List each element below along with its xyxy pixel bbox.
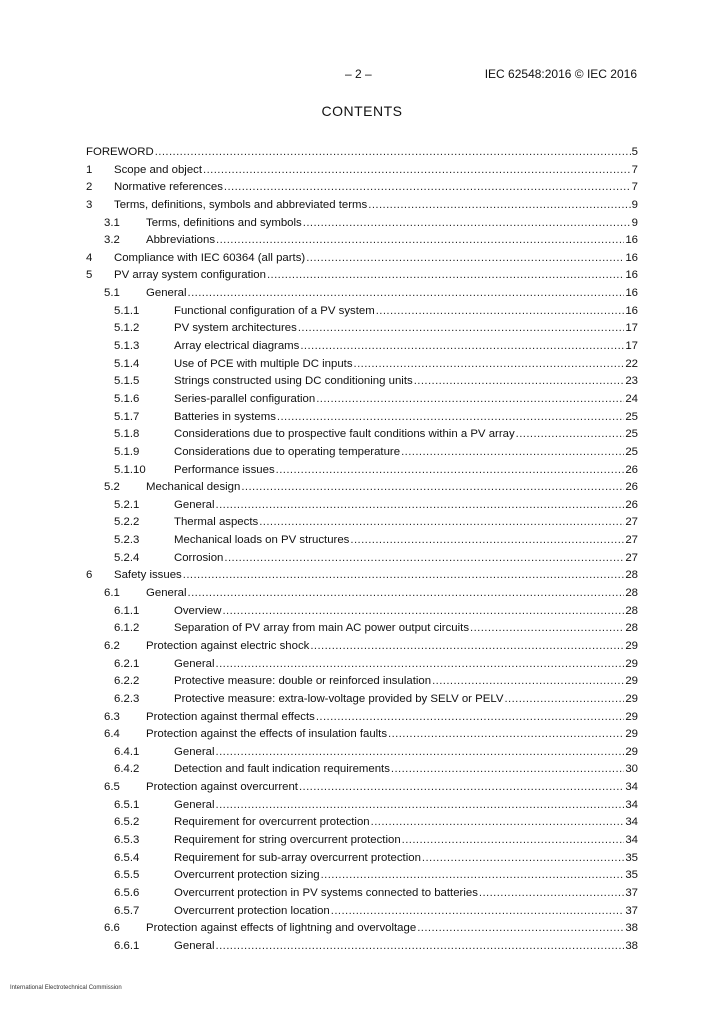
- toc-entry[interactable]: [86, 479, 638, 497]
- toc-entry-title: PV array system configuration: [114, 267, 267, 285]
- toc-entry-title: Safety issues: [114, 567, 183, 585]
- dot-leader: [300, 338, 624, 356]
- toc-entry-page: 29: [625, 728, 638, 741]
- dot-leader: [391, 761, 624, 779]
- toc-entry-page: 25: [625, 410, 638, 423]
- toc-entry-number: 6.4: [104, 728, 120, 741]
- toc-entry[interactable]: [86, 744, 638, 762]
- toc-entry-title: Normative references: [114, 179, 224, 197]
- dot-leader: [371, 814, 625, 832]
- toc-entry-page: 29: [625, 692, 638, 705]
- dot-leader: [267, 267, 624, 285]
- toc-entry-page: 17: [625, 340, 638, 353]
- toc-entry-page: 28: [625, 569, 638, 582]
- toc-entry-number: 5.2: [104, 481, 120, 494]
- toc-entry[interactable]: [86, 673, 638, 691]
- toc-entry-title: Compliance with IEC 60364 (all parts): [114, 250, 306, 268]
- toc-entry-page: 27: [625, 551, 638, 564]
- standard-reference: IEC 62548:2016 © IEC 2016: [484, 67, 637, 81]
- toc-entry-title: PV system architectures: [174, 320, 298, 338]
- toc-entry-title: Terms, definitions and symbols: [146, 215, 303, 233]
- dot-leader: [414, 373, 625, 391]
- toc-entry[interactable]: [86, 656, 638, 674]
- dot-leader: [216, 656, 625, 674]
- toc-entry-number: 5.1.10: [114, 463, 146, 476]
- toc-entry-number: 6.5.2: [114, 816, 140, 829]
- contents-heading: CONTENTS: [321, 103, 403, 119]
- toc-entry-page: 25: [625, 428, 638, 441]
- toc-entry-title: FOREWORD: [86, 144, 155, 162]
- toc-entry[interactable]: [86, 603, 638, 621]
- toc-entry-title: Protection against the effects of insulation faults: [146, 726, 388, 744]
- toc-entry-title: Considerations due to operating temperature: [174, 444, 401, 462]
- toc-entry-page: 38: [625, 939, 638, 952]
- toc-entry-page: 34: [625, 798, 638, 811]
- toc-entry-number: 5.1: [104, 287, 120, 300]
- toc-entry[interactable]: [86, 585, 638, 603]
- toc-entry-page: 9: [631, 216, 638, 229]
- toc-entry-number: 6: [86, 569, 93, 582]
- toc-entry-page: 26: [625, 481, 638, 494]
- toc-entry-number: 5: [86, 269, 93, 282]
- toc-entry-page: 16: [625, 251, 638, 264]
- dot-leader: [316, 391, 624, 409]
- toc-entry-title: Mechanical design: [146, 479, 241, 497]
- toc-entry[interactable]: [86, 814, 638, 832]
- dot-leader: [222, 603, 624, 621]
- dot-leader: [402, 832, 625, 850]
- toc-entry-number: 5.1.3: [114, 340, 140, 353]
- toc-entry-number: 1: [86, 163, 93, 176]
- toc-entry-title: Batteries in systems: [174, 409, 277, 427]
- toc-entry[interactable]: [86, 197, 638, 215]
- toc-entry-number: 6.3: [104, 710, 120, 723]
- dot-leader: [155, 144, 631, 162]
- toc-entry[interactable]: [86, 391, 638, 409]
- toc-entry[interactable]: [86, 303, 638, 321]
- toc-entry[interactable]: [86, 832, 638, 850]
- dot-leader: [306, 250, 624, 268]
- toc-entry-title: General: [174, 797, 216, 815]
- toc-entry[interactable]: [86, 426, 638, 444]
- dot-leader: [401, 444, 624, 462]
- dot-leader: [350, 532, 624, 550]
- toc-entry[interactable]: [86, 779, 638, 797]
- toc-entry-title: Protective measure: double or reinforced insulation: [174, 673, 432, 691]
- dot-leader: [183, 567, 625, 585]
- toc-entry-title: Thermal aspects: [174, 514, 259, 532]
- toc-entry-page: 7: [631, 181, 638, 194]
- dot-leader: [422, 850, 624, 868]
- toc-entry[interactable]: [86, 709, 638, 727]
- toc-entry-page: 26: [625, 463, 638, 476]
- dot-leader: [299, 779, 624, 797]
- toc-entry-page: 38: [625, 922, 638, 935]
- toc-entry[interactable]: [86, 797, 638, 815]
- toc-entry-number: 3.2: [104, 234, 120, 247]
- toc-entry-title: Protection against thermal effects: [146, 709, 316, 727]
- toc-entry-title: General: [174, 744, 216, 762]
- toc-entry[interactable]: [86, 850, 638, 868]
- toc-entry-title: Functional configuration of a PV system: [174, 303, 376, 321]
- dot-leader: [354, 356, 625, 374]
- toc-entry-title: Corrosion: [174, 550, 224, 568]
- toc-entry-page: 34: [625, 833, 638, 846]
- dot-leader: [316, 709, 624, 727]
- toc-entry-page: 22: [625, 357, 638, 370]
- toc-entry[interactable]: [86, 514, 638, 532]
- toc-entry[interactable]: [86, 550, 638, 568]
- toc-entry-number: 5.1.6: [114, 392, 140, 405]
- dot-leader: [321, 867, 625, 885]
- toc-entry-page: 30: [625, 763, 638, 776]
- toc-entry[interactable]: [86, 373, 638, 391]
- toc-entry[interactable]: [86, 179, 638, 197]
- dot-leader: [216, 232, 624, 250]
- toc-entry-number: 6.2: [104, 639, 120, 652]
- toc-entry-page: 5: [631, 146, 638, 158]
- footer-publisher: International Electrotechnical Commission: [10, 985, 122, 991]
- toc-entry[interactable]: [86, 409, 638, 427]
- toc-entry-page: 16: [625, 287, 638, 300]
- toc-entry-number: 6.5: [104, 781, 120, 794]
- toc-entry-title: Considerations due to prospective fault conditions within a PV array: [174, 426, 516, 444]
- toc-entry[interactable]: [86, 567, 638, 585]
- toc-entry-page: 9: [631, 198, 638, 211]
- toc-entry-title: Protection against electric shock: [146, 638, 310, 656]
- dot-leader: [504, 691, 624, 709]
- toc-entry-page: 29: [625, 710, 638, 723]
- toc-entry-number: 5.1.1: [114, 304, 140, 317]
- toc-entry-number: 4: [86, 251, 93, 264]
- toc-entry-page: 16: [625, 304, 638, 317]
- toc-entry-page: 35: [625, 851, 638, 864]
- toc-entry[interactable]: [86, 885, 638, 903]
- toc-entry[interactable]: [86, 691, 638, 709]
- toc-entry[interactable]: [86, 761, 638, 779]
- toc-entry-title: Requirement for overcurrent protection: [174, 814, 371, 832]
- toc-entry-number: 5.2.1: [114, 498, 140, 511]
- toc-entry[interactable]: [86, 267, 638, 285]
- toc-entry-title: Overcurrent protection in PV systems connected to batteries: [174, 885, 479, 903]
- toc-entry-number: 3.1: [104, 216, 120, 229]
- toc-entry-page: 27: [625, 516, 638, 529]
- toc-entry-title: Separation of PV array from main AC power output circuits: [174, 620, 470, 638]
- toc-entry[interactable]: [86, 620, 638, 638]
- toc-entry-number: 6.2.1: [114, 657, 140, 670]
- toc-entry[interactable]: [86, 338, 638, 356]
- toc-entry[interactable]: [86, 232, 638, 250]
- toc-entry-title: Performance issues: [174, 462, 276, 480]
- toc-entry-page: 37: [625, 904, 638, 917]
- dot-leader: [303, 215, 631, 233]
- toc-entry-number: 5.1.9: [114, 445, 140, 458]
- dot-leader: [417, 920, 624, 938]
- toc-entry-page: 28: [625, 604, 638, 617]
- toc-entry-number: 6.6: [104, 922, 120, 935]
- toc-entry-title: Use of PCE with multiple DC inputs: [174, 356, 354, 374]
- dot-leader: [479, 885, 624, 903]
- dot-leader: [276, 462, 625, 480]
- toc-entry[interactable]: [86, 444, 638, 462]
- table-of-contents: [86, 144, 638, 955]
- dot-leader: [216, 938, 625, 956]
- toc-entry-page: 29: [625, 639, 638, 652]
- toc-entry[interactable]: [86, 356, 638, 374]
- toc-entry-number: 2: [86, 181, 93, 194]
- toc-entry[interactable]: [86, 920, 638, 938]
- toc-entry-page: 28: [625, 622, 638, 635]
- toc-entry[interactable]: [86, 320, 638, 338]
- toc-entry[interactable]: [86, 532, 638, 550]
- toc-entry-title: Terms, definitions, symbols and abbreviated terms: [114, 197, 368, 215]
- toc-entry-title: Strings constructed using DC conditioning units: [174, 373, 414, 391]
- dot-leader: [331, 903, 625, 921]
- dot-leader: [277, 409, 624, 427]
- dot-leader: [310, 638, 624, 656]
- toc-entry-page: 37: [625, 886, 638, 899]
- toc-entry-title: Array electrical diagrams: [174, 338, 300, 356]
- toc-entry-number: 5.2.3: [114, 534, 140, 547]
- toc-entry-page: 7: [631, 163, 638, 176]
- toc-entry-number: 3: [86, 198, 93, 211]
- toc-entry-page: 16: [625, 234, 638, 247]
- toc-entry-title: General: [174, 497, 216, 515]
- toc-entry[interactable]: [86, 285, 638, 303]
- toc-entry-title: Mechanical loads on PV structures: [174, 532, 350, 550]
- toc-entry[interactable]: [86, 867, 638, 885]
- dot-leader: [216, 744, 625, 762]
- toc-entry[interactable]: [86, 162, 638, 180]
- dot-leader: [203, 162, 631, 180]
- toc-entry-page: 29: [625, 657, 638, 670]
- toc-entry-title: Overcurrent protection sizing: [174, 867, 321, 885]
- toc-entry-page: 16: [625, 269, 638, 282]
- toc-entry-title: General: [174, 656, 216, 674]
- toc-entry-page: 28: [625, 587, 638, 600]
- dot-leader: [516, 426, 625, 444]
- toc-entry-title: Detection and fault indication requirements: [174, 761, 391, 779]
- toc-entry-number: 6.5.3: [114, 833, 140, 846]
- toc-entry-title: General: [146, 585, 188, 603]
- toc-entry-number: 6.4.2: [114, 763, 140, 776]
- toc-entry[interactable]: [86, 144, 638, 162]
- toc-entry[interactable]: [86, 250, 638, 268]
- dot-leader: [388, 726, 624, 744]
- toc-entry-page: 34: [625, 781, 638, 794]
- dot-leader: [216, 497, 625, 515]
- dot-leader: [376, 303, 625, 321]
- toc-entry[interactable]: [86, 497, 638, 515]
- toc-entry-number: 6.5.7: [114, 904, 140, 917]
- toc-entry-page: 29: [625, 675, 638, 688]
- toc-entry-number: 6.1.2: [114, 622, 140, 635]
- toc-entry-title: Protective measure: extra-low-voltage provided by SELV or PELV: [174, 691, 504, 709]
- toc-entry-number: 6.5.6: [114, 886, 140, 899]
- toc-entry[interactable]: [86, 462, 638, 480]
- dot-leader: [368, 197, 630, 215]
- toc-entry[interactable]: [86, 903, 638, 921]
- toc-entry-page: 26: [625, 498, 638, 511]
- toc-entry-title: Requirement for sub-array overcurrent protection: [174, 850, 422, 868]
- dot-leader: [470, 620, 624, 638]
- toc-entry-number: 6.4.1: [114, 745, 140, 758]
- dot-leader: [224, 179, 631, 197]
- toc-entry-number: 5.2.2: [114, 516, 140, 529]
- toc-entry-number: 6.2.3: [114, 692, 140, 705]
- toc-entry-number: 5.1.8: [114, 428, 140, 441]
- toc-entry-page: 25: [625, 445, 638, 458]
- toc-entry-number: 5.1.2: [114, 322, 140, 335]
- toc-entry-page: 29: [625, 745, 638, 758]
- toc-entry-number: 6.1: [104, 587, 120, 600]
- toc-entry-number: 5.1.4: [114, 357, 140, 370]
- toc-entry-title: Series-parallel configuration: [174, 391, 316, 409]
- toc-entry-number: 6.5.5: [114, 869, 140, 882]
- toc-entry-title: Protection against effects of lightning and overvoltage: [146, 920, 417, 938]
- toc-entry-number: 6.1.1: [114, 604, 140, 617]
- toc-entry-page: 34: [625, 816, 638, 829]
- toc-entry-number: 5.2.4: [114, 551, 140, 564]
- dot-leader: [188, 585, 625, 603]
- dot-leader: [259, 514, 624, 532]
- dot-leader: [298, 320, 625, 338]
- dot-leader: [432, 673, 624, 691]
- toc-entry[interactable]: [86, 726, 638, 744]
- toc-entry-number: 6.2.2: [114, 675, 140, 688]
- toc-entry[interactable]: [86, 638, 638, 656]
- dot-leader: [216, 797, 625, 815]
- toc-entry-number: 6.5.1: [114, 798, 140, 811]
- toc-entry-title: Abbreviations: [146, 232, 216, 250]
- toc-entry-number: 5.1.7: [114, 410, 140, 423]
- dot-leader: [224, 550, 624, 568]
- page-number: – 2 –: [345, 67, 372, 81]
- toc-entry-title: Overcurrent protection location: [174, 903, 331, 921]
- toc-entry-title: Scope and object: [114, 162, 203, 180]
- toc-entry-title: Requirement for string overcurrent protection: [174, 832, 402, 850]
- toc-entry-title: Overview: [174, 603, 222, 621]
- toc-entry-page: 24: [625, 392, 638, 405]
- toc-entry-title: General: [174, 938, 216, 956]
- toc-entry-title: General: [146, 285, 188, 303]
- toc-entry-title: Protection against overcurrent: [146, 779, 299, 797]
- page-header: [0, 67, 724, 83]
- toc-entry[interactable]: [86, 215, 638, 233]
- toc-entry-number: 5.1.5: [114, 375, 140, 388]
- toc-entry-page: 27: [625, 534, 638, 547]
- toc-entry-page: 23: [625, 375, 638, 388]
- toc-entry-number: 6.5.4: [114, 851, 140, 864]
- toc-entry-number: 6.6.1: [114, 939, 140, 952]
- dot-leader: [188, 285, 625, 303]
- toc-entry-page: 35: [625, 869, 638, 882]
- toc-entry[interactable]: [86, 938, 638, 956]
- dot-leader: [241, 479, 624, 497]
- toc-entry-page: 17: [625, 322, 638, 335]
